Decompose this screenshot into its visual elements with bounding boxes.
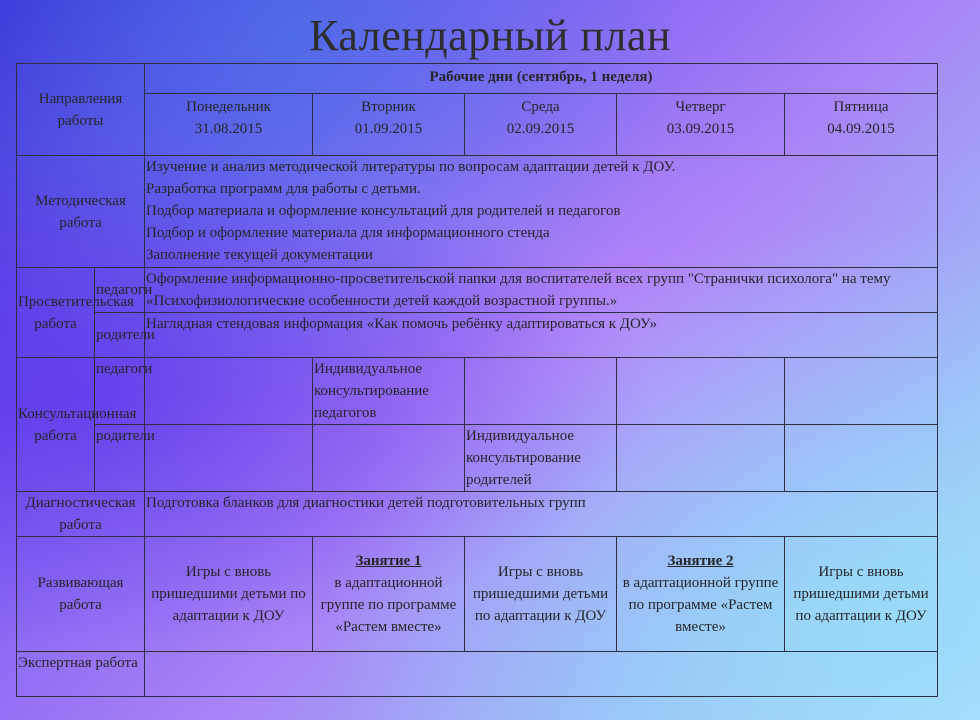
diagnostic-row	[17, 492, 938, 537]
consulting-cell-empty	[785, 425, 938, 492]
education-teachers-label: педагоги	[95, 268, 145, 313]
lesson1-text: в адаптационной группе по программе «Растем вместе»	[320, 575, 457, 635]
day-date: 02.09.2015	[506, 121, 575, 137]
expert-content	[145, 652, 938, 697]
workdays-header: Рабочие дни (сентябрь, 1 неделя)	[145, 64, 938, 94]
methodical-item: Разработка программ для работы с детьми.	[146, 181, 421, 197]
education-parents-row	[17, 313, 938, 358]
lesson2-title: Занятие 2	[667, 553, 734, 569]
day-date: 04.09.2015	[827, 121, 895, 137]
diagnostic-text: Подготовка бланков для диагностики детей подготовительных групп	[145, 492, 938, 537]
consulting-parents-text: Индивидуальное консультирование родителей	[465, 425, 617, 492]
day-thursday	[617, 94, 785, 156]
expert-row	[17, 652, 938, 697]
lesson1-title: Занятие 1	[355, 553, 422, 569]
developing-label: Развивающая работа	[17, 537, 145, 652]
day-date: 03.09.2015	[666, 121, 735, 137]
day-name: Пятница	[833, 99, 889, 115]
day-date: 31.08.2015	[194, 121, 263, 137]
developing-row	[17, 537, 938, 652]
methodical-item: Подбор и оформление материала для информационного стенда	[146, 225, 550, 241]
education-parents-text: Наглядная стендовая информация «Как помочь ребёнку адаптироваться к ДОУ»	[145, 313, 938, 358]
consulting-cell-empty	[617, 425, 785, 492]
consulting-teachers-text: Индивидуальное консультирование педагогов	[313, 358, 465, 425]
calendar-plan-table	[16, 63, 938, 697]
methodical-item: Изучение и анализ методической литературы по вопросам адаптации детей к ДОУ.	[146, 159, 676, 175]
consulting-teachers-label: педагоги	[95, 358, 145, 425]
consulting-cell-empty	[465, 358, 617, 425]
consulting-cell-empty	[785, 358, 938, 425]
consulting-cell-empty	[617, 358, 785, 425]
developing-tuesday	[313, 537, 465, 652]
days-row	[17, 94, 938, 156]
directions-header: Направления работы	[17, 64, 145, 156]
developing-friday: Игры с вновь пришедшими детьми по адаптации к ДОУ	[785, 537, 938, 652]
developing-monday: Игры с вновь пришедшими детьми по адаптации к ДОУ	[145, 537, 313, 652]
education-teachers-row	[17, 268, 938, 313]
consulting-parents-row	[17, 425, 938, 492]
day-monday	[145, 94, 313, 156]
methodical-row	[17, 156, 938, 268]
expert-label: Экспертная работа	[17, 652, 145, 697]
diagnostic-label: Диагностическая работа	[17, 492, 145, 537]
education-parents-label: родители	[95, 313, 145, 358]
day-name: Среда	[521, 99, 560, 115]
day-date: 01.09.2015	[354, 121, 423, 137]
education-teachers-text: Оформление информационно-просветительской папки для воспитателей всех групп "Странички психолога" на тему «Психофизиологические особенности детей каждой возрастной группы.»	[145, 268, 938, 313]
day-name: Вторник	[361, 99, 416, 115]
consulting-cell-empty	[145, 425, 313, 492]
day-name: Четверг	[675, 99, 726, 115]
day-tuesday	[313, 94, 465, 156]
consulting-teachers-row	[17, 358, 938, 425]
methodical-item: Подбор материала и оформление консультаций для родителей и педагогов	[146, 203, 621, 219]
day-friday	[785, 94, 938, 156]
methodical-item: Заполнение текущей документации	[146, 247, 373, 263]
header-row	[17, 64, 938, 94]
page-title: Календарный план	[309, 11, 671, 60]
developing-wednesday: Игры с вновь пришедшими детьми по адаптации к ДОУ	[465, 537, 617, 652]
lesson2-text: в адаптационной группе по программе «Растем вместе»	[622, 575, 779, 635]
day-wednesday	[465, 94, 617, 156]
day-name: Понедельник	[186, 99, 271, 115]
consulting-cell-empty	[313, 425, 465, 492]
consulting-parents-label: родители	[95, 425, 145, 492]
methodical-content	[145, 156, 938, 268]
education-label: Просветительская работа	[17, 268, 95, 358]
methodical-label: Методическая работа	[17, 156, 145, 268]
consulting-cell-empty	[145, 358, 313, 425]
consulting-label: Консультационная работа	[17, 358, 95, 492]
developing-thursday	[617, 537, 785, 652]
